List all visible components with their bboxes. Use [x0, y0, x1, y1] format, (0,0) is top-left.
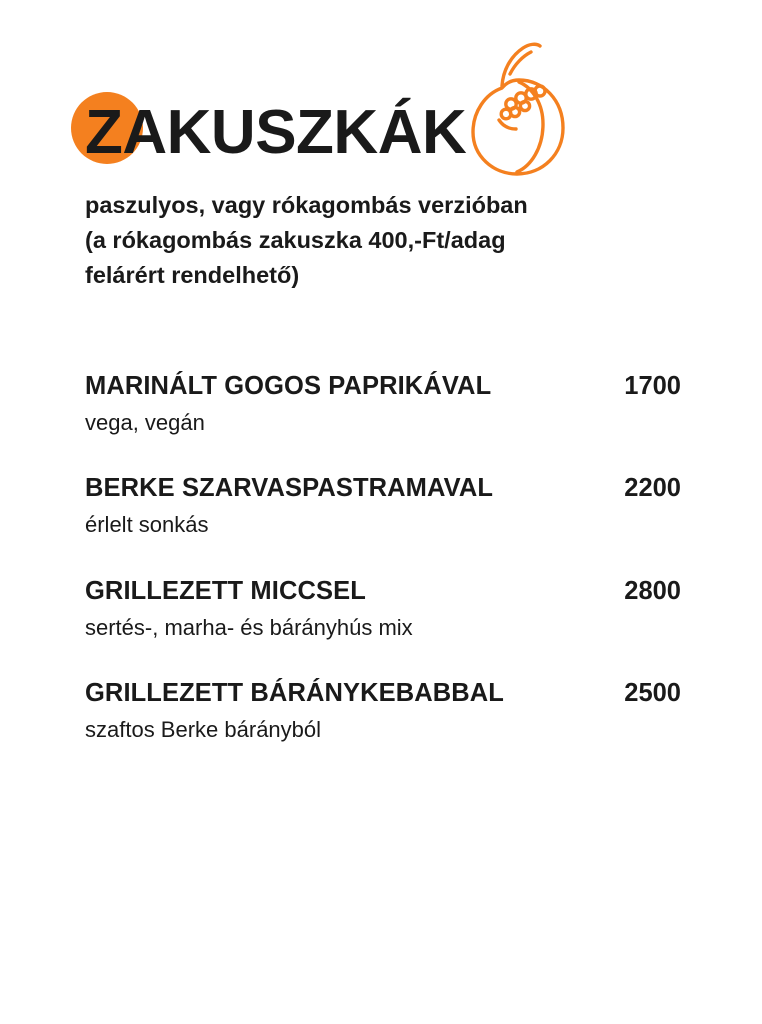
menu-item-description: szaftos Berke bárányból	[85, 717, 322, 743]
menu-item-header	[85, 474, 681, 503]
subtitle-line-2: (a rókagombás zakuszka 400,-Ft/adag	[85, 227, 506, 253]
menu-item-name: BERKE SZARVASPASTRAMAVAL	[85, 474, 494, 503]
page-title: ZAKUSZKÁK	[85, 98, 467, 167]
menu-item-list	[85, 372, 681, 744]
menu-item-price: 2800	[624, 576, 681, 605]
menu-item-header	[85, 577, 681, 606]
menu-item-price: 1700	[624, 372, 681, 400]
menu-item-price: 2200	[624, 474, 681, 503]
menu-item-description: érlelt sonkás	[85, 512, 209, 538]
menu-item-header	[85, 679, 681, 708]
menu-item-description: vega, vegán	[85, 410, 205, 435]
subtitle-line-3: felárért rendelhető)	[85, 262, 300, 288]
menu-item-name: MARINÁLT GOGOS PAPRIKÁVAL	[85, 372, 492, 400]
menu-subtitle	[85, 188, 685, 293]
menu-item	[85, 679, 681, 743]
menu-item-price: 2500	[624, 679, 681, 708]
menu-item	[85, 474, 681, 538]
menu-item	[85, 577, 681, 641]
menu-item-header	[85, 372, 681, 401]
menu-item-name: GRILLEZETT MICCSEL	[85, 576, 366, 605]
menu-item-description: sertés-, marha- és bárányhús mix	[85, 614, 413, 640]
menu-item	[85, 372, 681, 436]
menu-item-name: GRILLEZETT BÁRÁNYKEBABBAL	[85, 679, 504, 708]
subtitle-line-1: paszulyos, vagy rókagombás verzióban	[85, 192, 528, 218]
